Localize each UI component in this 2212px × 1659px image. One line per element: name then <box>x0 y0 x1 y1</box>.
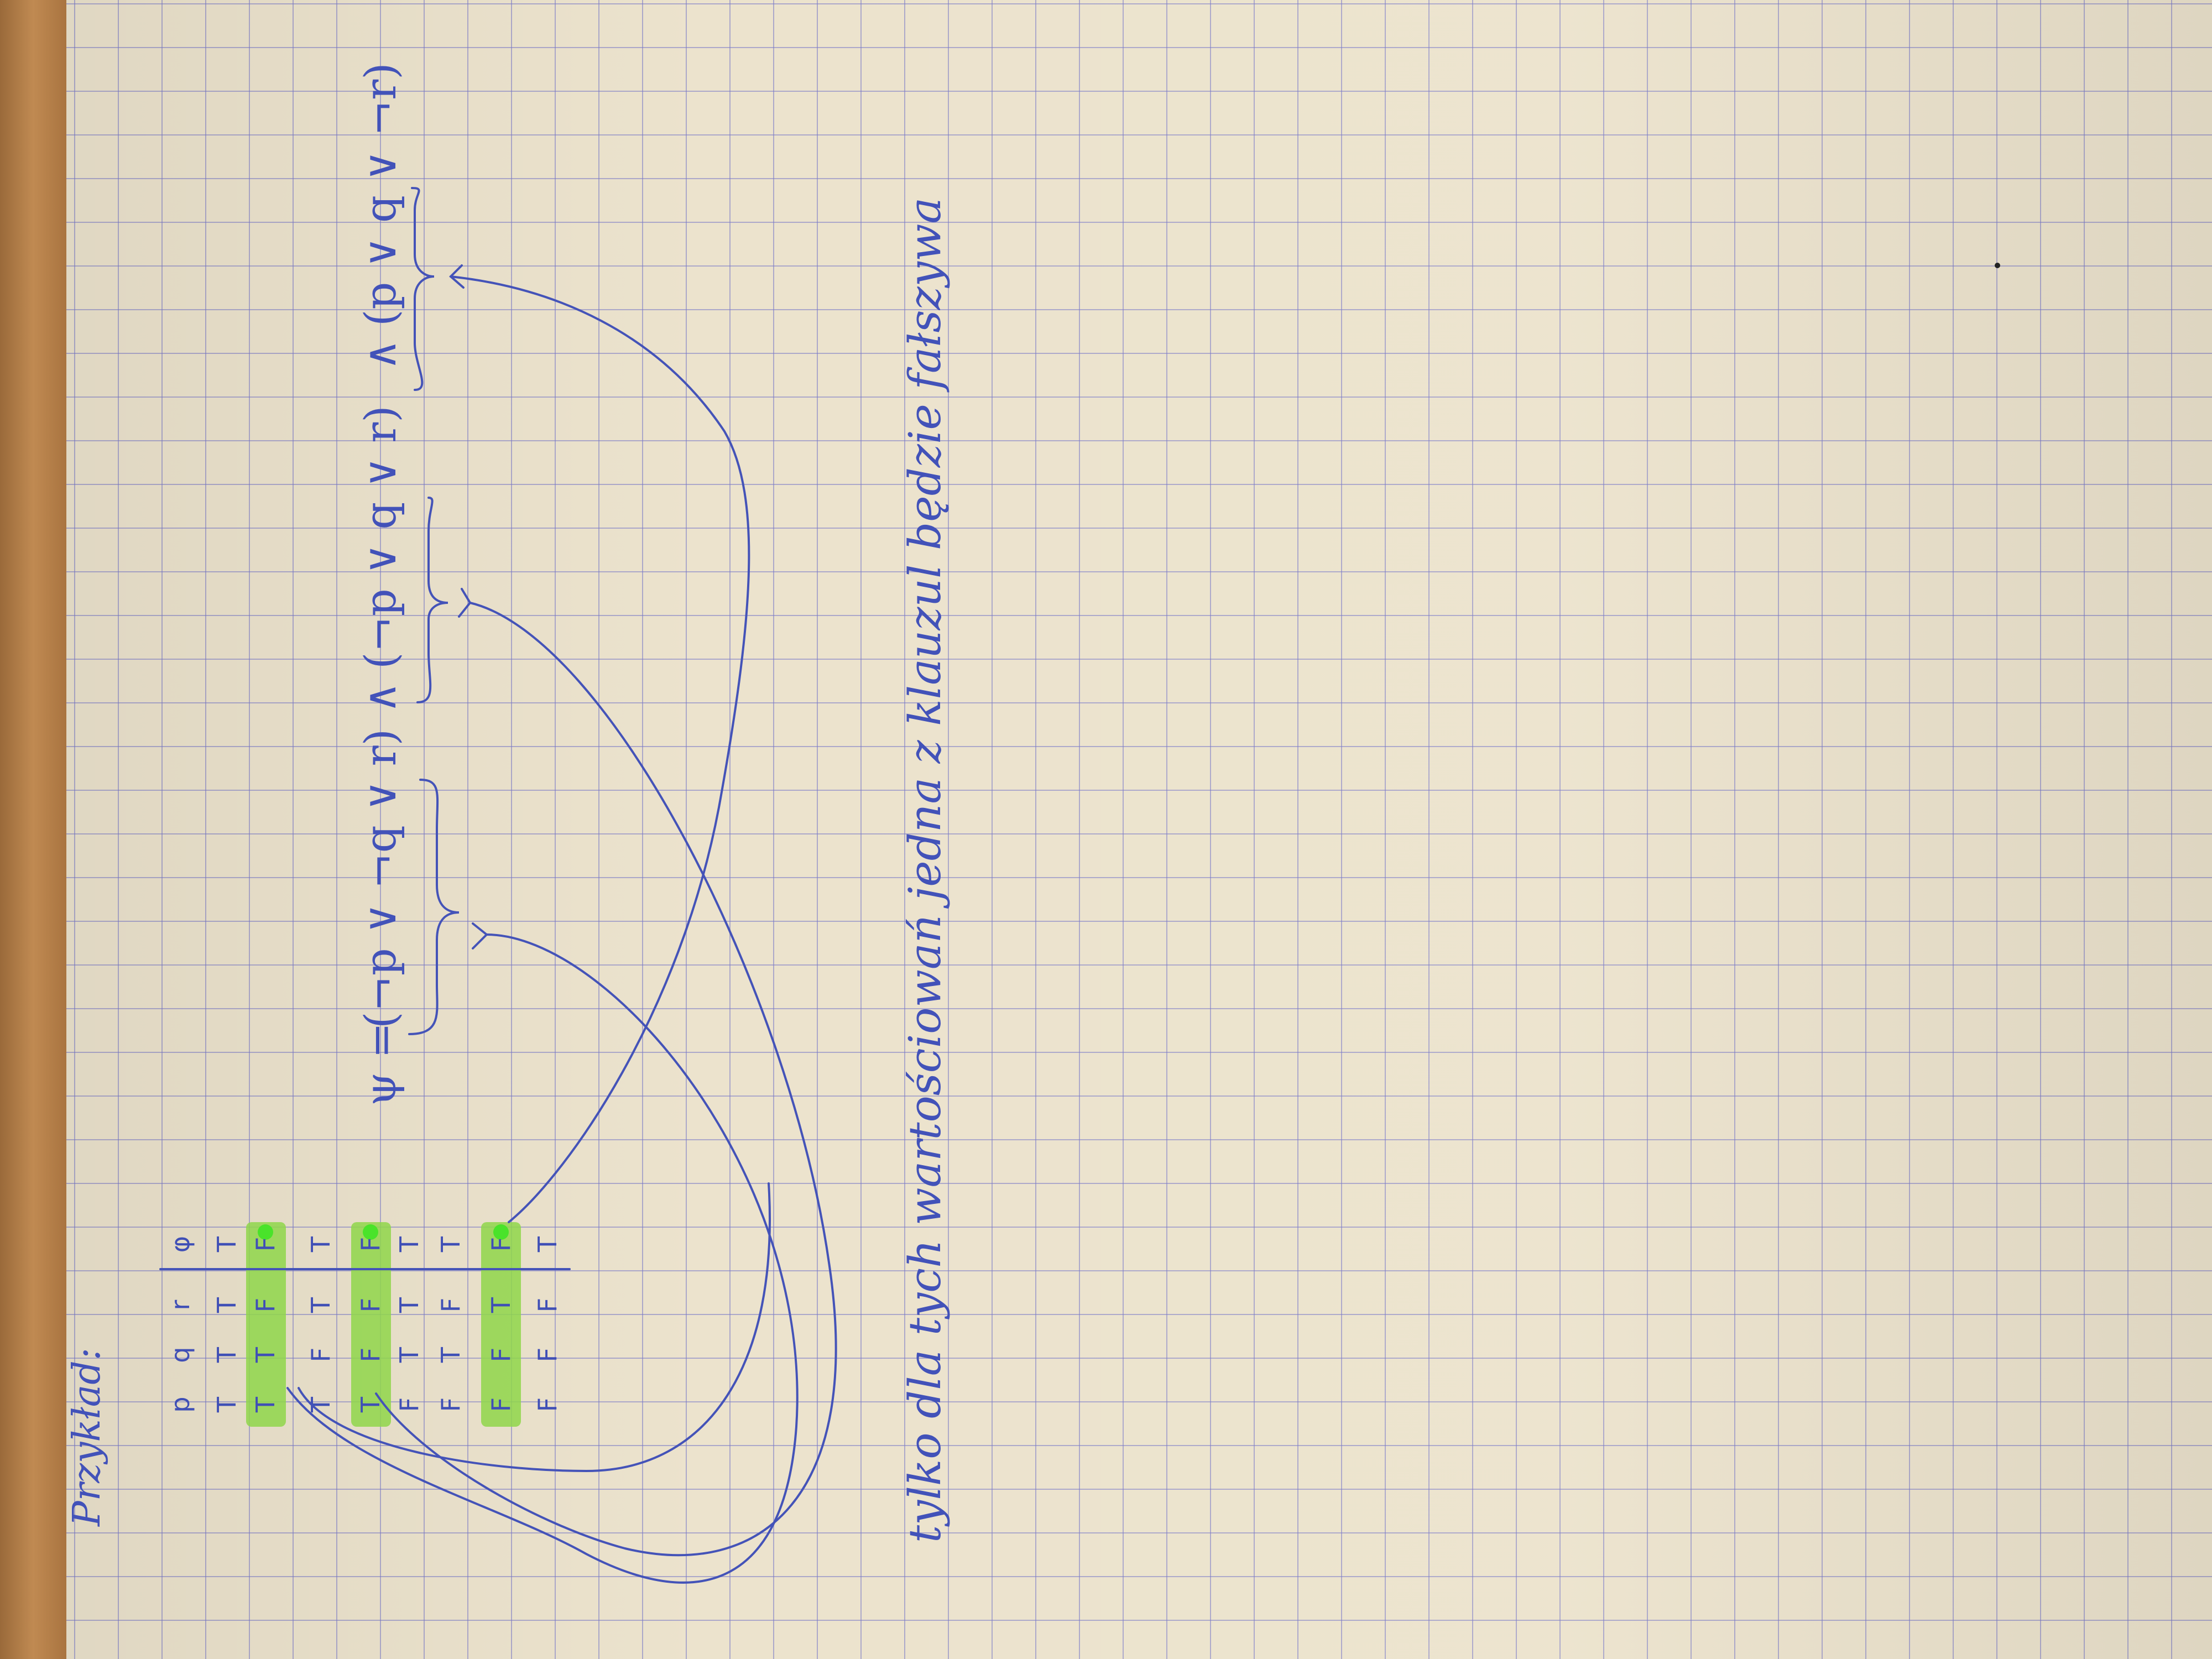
formula-clause-3: (p ∨ q ∨ ¬r) <box>356 62 406 326</box>
table-cell: T <box>212 1236 242 1253</box>
formula-and-1: ∧ <box>356 681 406 713</box>
table-cell: F <box>356 1347 385 1363</box>
truth-table <box>160 1217 570 1427</box>
table-cell: T <box>436 1347 466 1363</box>
formula <box>356 62 406 1106</box>
row-highlight-7 <box>481 1222 521 1427</box>
ink-dot <box>1995 263 2000 268</box>
table-row <box>394 1236 424 1412</box>
table-row <box>212 1236 242 1413</box>
table-cell: F <box>306 1347 336 1363</box>
brace-clause-1 <box>409 780 459 1034</box>
clause-braces <box>409 188 459 1034</box>
table-row <box>436 1236 466 1412</box>
table-cell: T <box>486 1297 516 1313</box>
table-header <box>165 1236 195 1413</box>
brace-clause-3 <box>412 188 434 390</box>
table-cell: F <box>436 1397 466 1412</box>
table-row <box>533 1236 562 1412</box>
table-cell: T <box>212 1297 242 1313</box>
conclusion-text: tylko dla tych wartościowań jedna z klauzul będzie fałszywa <box>899 197 951 1543</box>
table-cell: F <box>394 1397 424 1412</box>
arrow-head-clause2 <box>459 589 470 617</box>
table-cell: F <box>486 1237 516 1252</box>
table-cell: F <box>533 1347 562 1363</box>
brace-clause-2 <box>418 498 448 702</box>
table-cell: F <box>251 1237 280 1252</box>
table-cell: F <box>533 1297 562 1313</box>
table-cell: T <box>394 1347 424 1363</box>
table-cell: F <box>486 1397 516 1412</box>
header-phi: φ <box>165 1235 195 1253</box>
table-cell: T <box>436 1236 466 1253</box>
arrow-head-clause1 <box>473 924 487 948</box>
table-cell: F <box>533 1397 562 1412</box>
formula-clause-1: (¬p ∨ ¬q ∨ r) <box>356 728 406 1029</box>
table-cell: F <box>356 1297 385 1313</box>
table-cell: T <box>251 1396 280 1413</box>
table-cell: F <box>436 1297 466 1313</box>
heading-przyklad: Przykład: <box>65 1348 109 1526</box>
formula-clause-2: (¬p ∨ q ∨ r) <box>356 405 406 669</box>
table-cell: T <box>394 1236 424 1253</box>
formula-lhs: ψ = <box>356 1022 406 1106</box>
table-cell: T <box>251 1347 280 1363</box>
table-row <box>306 1236 336 1413</box>
row-highlight-4 <box>351 1222 391 1427</box>
table-cell: T <box>306 1236 336 1253</box>
table-cell: T <box>356 1396 385 1413</box>
arrow-row7-to-clause3 <box>451 276 749 1222</box>
header-r: r <box>165 1300 195 1311</box>
row-highlight-2 <box>246 1222 286 1427</box>
table-cell: T <box>394 1297 424 1313</box>
table-cell: F <box>486 1347 516 1363</box>
table-cell: T <box>306 1396 336 1413</box>
table-cell: T <box>306 1297 336 1313</box>
table-cell: T <box>533 1236 562 1253</box>
header-q: q <box>165 1347 195 1363</box>
table-cell: T <box>212 1396 242 1413</box>
formula-and-2: ∧ <box>356 338 406 371</box>
header-p: p <box>165 1396 195 1413</box>
table-cell: F <box>356 1237 385 1252</box>
table-cell: T <box>212 1347 242 1363</box>
table-cell: F <box>251 1297 280 1313</box>
